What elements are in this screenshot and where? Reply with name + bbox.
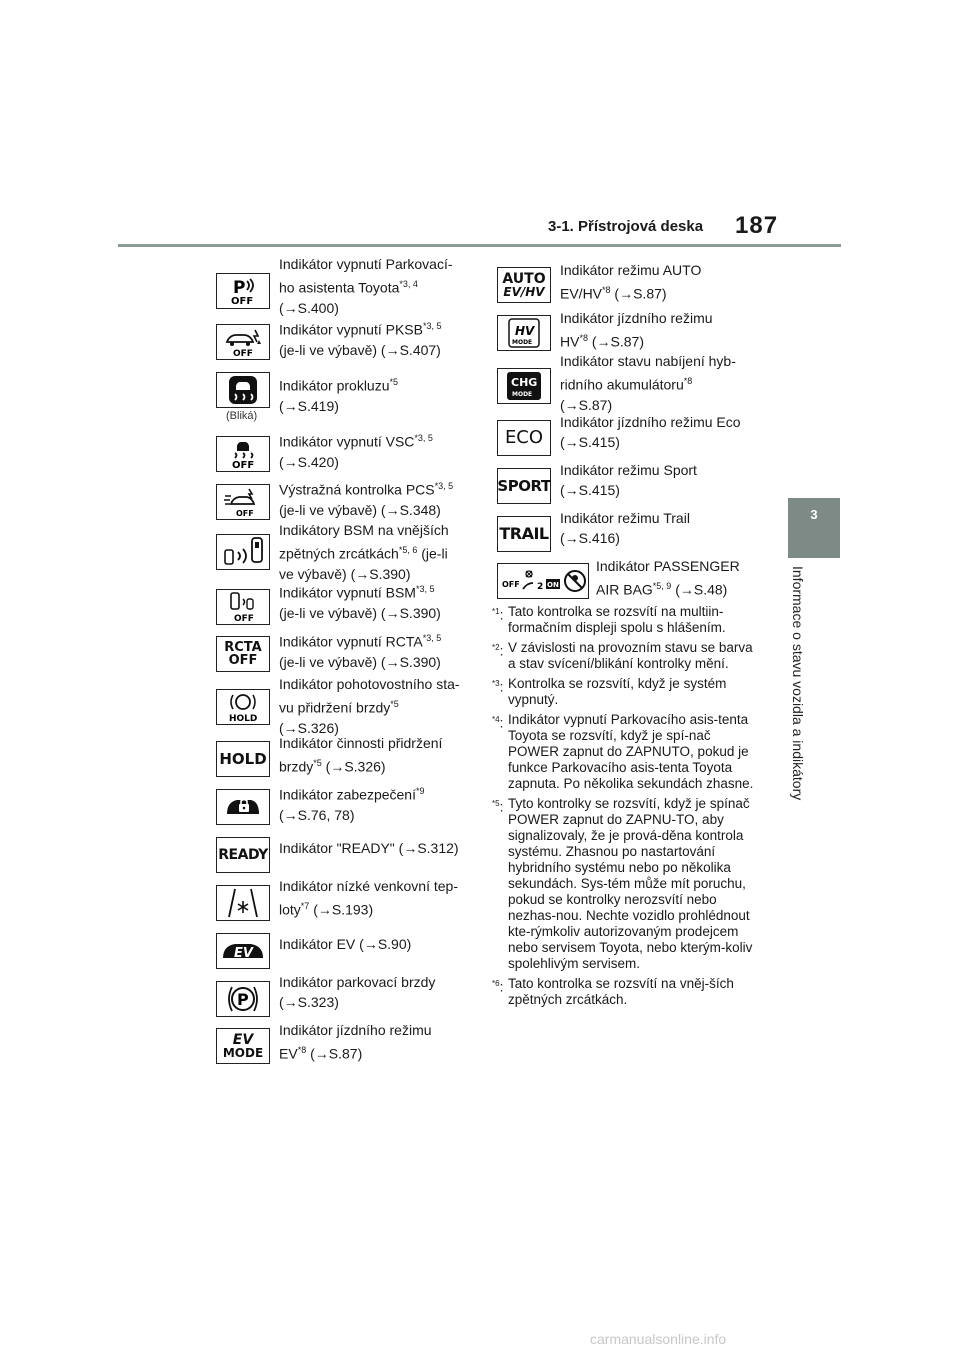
slip-indicator-icon xyxy=(216,372,270,408)
svg-text:OFF: OFF xyxy=(233,349,253,358)
svg-text:ON: ON xyxy=(547,581,559,589)
svg-text:OFF: OFF xyxy=(232,460,255,470)
auto-ev-hv-icon: AUTO EV/HV xyxy=(497,267,551,303)
svg-text:MODE: MODE xyxy=(512,391,533,398)
eco-mode-icon: ECO xyxy=(497,420,551,456)
brake-hold-active-icon: HOLD xyxy=(216,741,270,777)
bsm-off-icon xyxy=(216,589,270,625)
svg-text:HV: HV xyxy=(515,324,535,338)
site-watermark: carmanualsonline.info xyxy=(590,1331,727,1347)
indicator-description: Indikátor "READY" (→S.312) xyxy=(279,840,459,856)
indicator-description: Indikátor zabezpečení$^{*9}$ (→S.76, 78) xyxy=(279,786,425,823)
indicator-description: Indikátor režimu Trail (→S.416) xyxy=(560,510,690,546)
svg-text:2: 2 xyxy=(537,582,544,592)
indicator-description: Indikátor EV (→S.90) xyxy=(279,936,412,952)
parking-assist-off-icon xyxy=(216,273,270,309)
ready-indicator-icon: READY xyxy=(216,837,270,873)
low-temperature-icon xyxy=(216,885,270,921)
vsc-off-icon xyxy=(216,436,270,472)
footnote: $^{*2}$: V závislosti na provozním stavu se barva a stav svícení/blikání kontrolky mění. xyxy=(492,640,753,671)
indicator-description: Indikátor nízké venkovní tep- loty$^{*7}$ (→S.193) xyxy=(279,878,458,918)
indicator-description: Indikátor parkovací brzdy (→S.323) xyxy=(279,974,436,1010)
indicator-description: Indikátor stavu nabíjení hyb- ridního akumulátoru$^{*8}$ (→S.87) xyxy=(560,353,736,413)
blinking-caption: (Bliká) xyxy=(226,410,258,422)
header-divider xyxy=(118,244,841,247)
svg-text:OFF: OFF xyxy=(236,509,254,518)
indicator-description: Indikátor prokluzu$^{*5}$ (→S.419) xyxy=(279,377,399,414)
bsm-mirror-icon xyxy=(216,534,270,570)
hv-mode-icon xyxy=(497,315,551,351)
sport-mode-icon: SPORT xyxy=(497,468,551,504)
footnotes xyxy=(492,604,754,1012)
svg-text:HOLD: HOLD xyxy=(229,714,258,723)
indicator-description: Indikátor vypnutí PKSB$^{*3, 5}$ (je-li ve výbavě) (→S.407) xyxy=(279,321,442,358)
pksb-off-icon xyxy=(216,324,270,360)
rcta-off-icon: RCTA OFF xyxy=(216,636,270,672)
svg-text:EV: EV xyxy=(234,946,253,961)
indicator-description: Indikátor PASSENGER AIR BAG$^{*5, 9}$ (→S.48) xyxy=(596,558,740,598)
pcs-warning-icon xyxy=(216,484,270,520)
svg-text:P: P xyxy=(233,278,246,298)
ev-indicator-icon xyxy=(216,933,270,969)
trail-mode-icon: TRAIL xyxy=(497,516,551,552)
footnote: $^{*6}$: Tato kontrolka se rozsvítí na vněj-ších zpětných zrcátkách. xyxy=(492,976,734,1007)
svg-text:OFF: OFF xyxy=(231,296,254,306)
svg-text:CHG: CHG xyxy=(511,376,538,389)
indicator-description: Indikátor režimu AUTO EV/HV$^{*8}$ (→S.87) xyxy=(560,262,702,302)
indicator-description: Indikátory BSM na vnějších zpětných zrcátkách$^{*5, 6}$ (je-li ve výbavě) (→S.390) xyxy=(279,522,449,582)
svg-text:MODE: MODE xyxy=(512,339,533,346)
indicator-description: Indikátor vypnutí BSM$^{*3, 5}$ (je-li ve výbavě) (→S.390) xyxy=(279,584,441,621)
footnote: $^{*5}$: Tyto kontrolky se rozsvítí, když je spínač POWER zapnut do ZAPNU-TO, aby signalizovaly, že je prová-děna kontrola systému. Zhasnou po nastartování hybridního systému nebo po několika sekundách. Sys-tém může mít poruchu, pokud se kontrolky nerozsvítí nebo nezhas-nou. Nechte vozidlo prohlédnout kte-rýmkoliv autorizovaným prodejcem nebo servisem Toyota, nebo kterým-koliv spolehlivým servisem. xyxy=(492,796,753,971)
indicator-description: Indikátor jízdního režimu Eco (→S.415) xyxy=(560,414,741,450)
indicator-description: Indikátor vypnutí RCTA$^{*3, 5}$ (je-li ve výbavě) (→S.390) xyxy=(279,633,442,670)
indicator-description: Indikátor pohotovostního sta- vu přidržení brzdy$^{*5}$ (→S.326) xyxy=(279,676,460,736)
svg-text:OFF: OFF xyxy=(234,614,254,623)
svg-text:P: P xyxy=(237,990,249,1009)
chapter-title: Informace o stavu vozidla a indikátory xyxy=(790,566,806,801)
indicator-description: Výstražná kontrolka PCS$^{*3, 5}$ (je-li ve výbavě) (→S.348) xyxy=(279,481,454,518)
indicator-description: Indikátor režimu Sport (→S.415) xyxy=(560,462,697,498)
page-number: 187 xyxy=(735,212,779,239)
chapter-number: 3 xyxy=(810,507,818,522)
security-indicator-icon xyxy=(216,789,270,825)
parking-brake-icon xyxy=(216,981,270,1017)
brake-hold-standby-icon xyxy=(216,689,270,725)
indicator-description: Indikátor činnosti přidržení brzdy$^{*5}$ (→S.326) xyxy=(279,735,443,775)
footnote: $^{*1}$: Tato kontrolka se rozsvítí na multiin-formačním displeji spolu s hlášením. xyxy=(492,604,726,635)
svg-text:OFF: OFF xyxy=(502,580,520,589)
chapter-tab[interactable] xyxy=(788,498,840,558)
indicator-description: Indikátor vypnutí VSC$^{*3, 5}$ (→S.420) xyxy=(279,433,433,470)
chg-mode-icon xyxy=(497,368,551,404)
footnote: $^{*4}$: Indikátor vypnutí Parkovacího asis-tenta Toyota se rozsvítí, když je spí-nač POWER zapnut do ZAPNUTO, pokud je funkce Parkovacího asis-tenta Toyota zapnuta. Po několika sekundách zhasne. xyxy=(492,712,754,791)
indicator-description: Indikátor jízdního režimu EV$^{*8}$ (→S.87) xyxy=(279,1022,432,1062)
passenger-airbag-icon xyxy=(497,563,589,599)
section-title: 3-1. Přístrojová deska xyxy=(548,218,704,235)
indicator-description: Indikátor jízdního režimu HV$^{*8}$ (→S.87) xyxy=(560,310,713,350)
footnote: $^{*3}$: Kontrolka se rozsvítí, když je systém vypnutý. xyxy=(492,676,727,707)
indicator-description: Indikátor vypnutí Parkovací- ho asistenta Toyota$^{*3, 4}$ (→S.400) xyxy=(279,256,453,316)
ev-mode-icon: EV MODE xyxy=(216,1028,270,1064)
